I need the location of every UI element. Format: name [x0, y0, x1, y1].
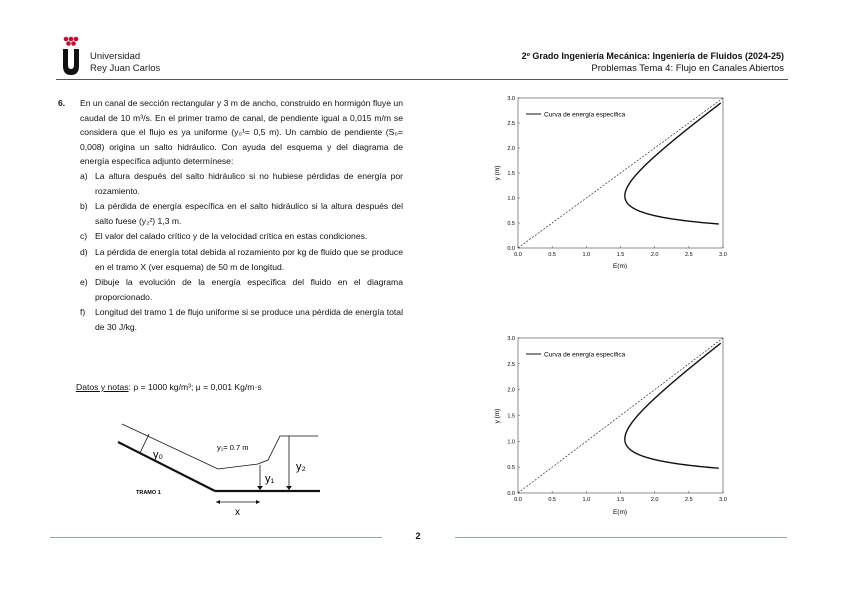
question-item-c — [80, 229, 403, 244]
energy-curve — [625, 343, 721, 468]
energy-curve — [625, 103, 721, 224]
problem-statement: En un canal de sección rectangular y 3 m de ancho, construido en hormigón fluye un caudal de 10 m³/s. En el primer tramo de canal, de pendiente igual a 0,015 m/m se considera que el flujo es ya uniforme (y₀¹= 0,5 m). Un cambio de pendiente (S₀= 0,008) origina un salto hidráulico. Con ayuda del esquema y del diagrama de energía específica adjunto determínese: — [80, 98, 403, 167]
x-axis-label: E(m) — [612, 263, 628, 269]
question-text: Dibuje la evolución de la energía específica del fluido en el diagrama proporcionado. — [95, 277, 403, 302]
problem-number: 6. — [58, 98, 66, 108]
question-letter: d) — [80, 246, 88, 257]
question-item-d — [80, 245, 403, 274]
data-notes — [76, 382, 262, 392]
question-letter: f) — [80, 307, 86, 318]
y-tick-label: 1.5 — [507, 171, 515, 177]
channel-diagram — [110, 420, 335, 522]
data-notes-label: Datos y notas — [76, 382, 129, 392]
question-item-f — [80, 305, 403, 334]
university-logo-icon — [60, 36, 82, 76]
y0-line — [140, 434, 149, 453]
y1-arrowhead — [257, 486, 263, 490]
x-tick-label: 0.5 — [548, 252, 556, 258]
page-number: 2 — [415, 531, 421, 541]
y-tick-label: 1.0 — [507, 439, 515, 446]
x-tick-label: 2.5 — [685, 252, 693, 258]
question-item-a — [80, 169, 403, 198]
y-tick-label: 2.0 — [507, 387, 515, 394]
reference-line — [518, 338, 723, 493]
x-arrow-left — [216, 500, 220, 504]
x-label: x — [235, 507, 240, 518]
problem-set-subtitle: Problemas Tema 4: Flujo en Canales Abiertos — [591, 63, 784, 74]
question-text: La pérdida de energía total debida al rozamiento por kg de fluido que se produce en el tramo X (ver esquema) de 50 m de longitud. — [95, 246, 403, 272]
y-tick-label: 3.0 — [507, 336, 515, 342]
x-tick-label: 2.0 — [650, 497, 659, 503]
y-tick-label: 2.5 — [507, 121, 515, 127]
y-tick-label: 0.5 — [507, 465, 515, 472]
y-axis-label: y (m) — [494, 408, 501, 424]
x-tick-label: 2.0 — [650, 252, 659, 258]
data-notes-text: : ρ = 1000 kg/m³; μ = 0,001 Kg/m·s — [128, 382, 262, 392]
y-axis-label: y (m) — [494, 165, 501, 181]
y1-label: y₁ — [265, 473, 275, 485]
y-tick-label: 0.0 — [507, 491, 515, 497]
question-text: La pérdida de energía específica en el salto hidráulico si la altura después del salto fuese (y₂²) 1,3 m. — [95, 201, 403, 226]
x-tick-label: 1.0 — [582, 497, 591, 503]
x-arrow-right — [256, 500, 260, 504]
question-letter: c) — [80, 231, 88, 242]
x-tick-label: 3.0 — [719, 497, 727, 503]
x-tick-label: 0.5 — [548, 497, 556, 503]
x-tick-label: 1.5 — [616, 497, 625, 503]
question-letter: b) — [80, 201, 88, 212]
y-tick-label: 1.0 — [507, 196, 515, 202]
x-tick-label: 3.0 — [719, 252, 727, 258]
reference-line — [518, 98, 723, 248]
x-tick-label: 2.5 — [685, 497, 693, 503]
y2-arrowhead — [286, 486, 292, 490]
y1-value-label: y₁= 0.7 m — [217, 443, 249, 452]
y-tick-label: 0.5 — [507, 221, 515, 227]
energy-chart-1 — [480, 91, 740, 269]
energy-chart-2 — [480, 332, 740, 518]
y-tick-label: 1.5 — [507, 413, 515, 420]
y-tick-label: 0.0 — [507, 246, 515, 252]
header-divider — [56, 79, 788, 80]
question-item-b — [80, 199, 403, 228]
question-item-e — [80, 275, 403, 304]
footer-divider-left — [50, 537, 382, 538]
footer-divider-right — [455, 537, 787, 538]
x-tick-label: 0.0 — [514, 252, 522, 258]
y0-label: y₀ — [153, 449, 164, 461]
y2-label: y₂ — [296, 461, 306, 473]
x-tick-label: 1.5 — [616, 252, 625, 258]
y-tick-label: 2.5 — [507, 361, 515, 368]
university-name — [90, 51, 160, 75]
y-tick-label: 2.0 — [507, 146, 515, 152]
question-letter: e) — [80, 277, 88, 288]
channel-bed-sloped — [118, 442, 215, 491]
question-text: La altura después del salto hidráulico si no hubiese pérdidas de energía por rozamiento. — [95, 170, 403, 196]
university-line1: Universidad — [90, 51, 141, 62]
question-letter: a) — [80, 170, 88, 181]
tramo-label: TRAMO 1 — [136, 490, 161, 496]
course-title: 2º Grado Ingeniería Mecánica: Ingeniería de Fluidos (2024-25) — [521, 51, 784, 61]
x-axis-label: E(m) — [612, 509, 628, 516]
legend-label: Curva de energía específica — [544, 351, 626, 359]
question-text: Longitud del tramo 1 de flujo uniforme si se produce una pérdida de energía total de 30 J/kg. — [95, 307, 403, 332]
question-text: El valor del calado crítico y de la velocidad crítica en estas condiciones. — [95, 231, 368, 242]
y-tick-label: 3.0 — [507, 96, 515, 102]
x-tick-label: 0.0 — [514, 497, 522, 503]
problem-block — [58, 96, 403, 336]
university-line2: Rey Juan Carlos — [90, 63, 161, 74]
x-tick-label: 1.0 — [582, 252, 591, 258]
question-list — [58, 169, 403, 335]
legend-label: Curva de energía específica — [544, 111, 626, 119]
